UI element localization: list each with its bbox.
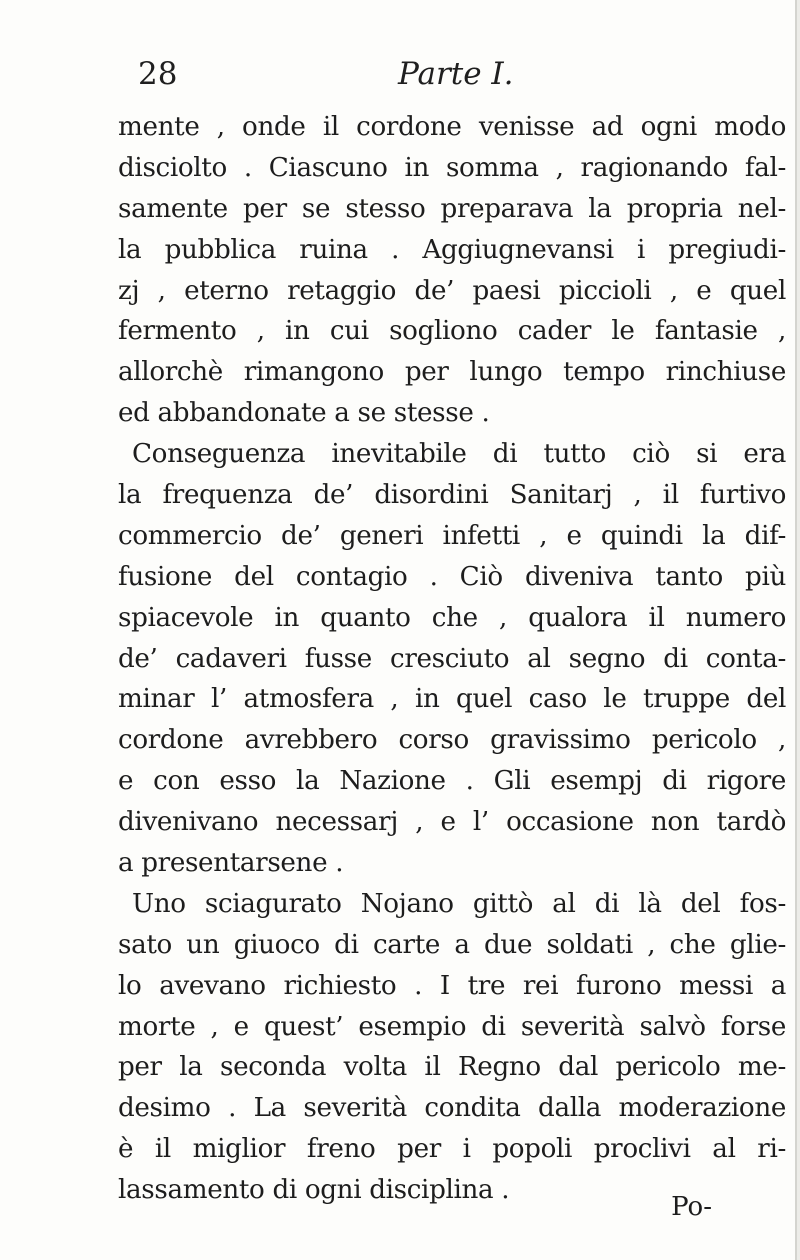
text-line: zj , eterno retaggio de’ paesi piccioli , e quel bbox=[118, 275, 786, 306]
running-title: Parte I. bbox=[398, 56, 514, 92]
text-line: Conseguenza inevitabile di tutto ciò si era bbox=[132, 439, 786, 470]
text-line: lassamento di ogni disciplina . bbox=[118, 1175, 510, 1206]
text-line: è il miglior freno per i popoli proclivi al ri- bbox=[118, 1134, 786, 1165]
text-line: samente per se stesso preparava la propria nel- bbox=[118, 193, 786, 224]
catchword: Po- bbox=[671, 1192, 712, 1222]
text-line: commercio de’ generi infetti , e quindi la dif- bbox=[118, 520, 786, 551]
text-line: per la seconda volta il Regno dal pericolo me- bbox=[118, 1052, 786, 1083]
text-line: fermento , in cui sogliono cader le fantasie , bbox=[118, 316, 786, 347]
text-line: lo avevano richiesto . I tre rei furono messi a bbox=[118, 970, 786, 1001]
text-line: cordone avrebbero corso gravissimo pericolo , bbox=[118, 725, 786, 756]
page-number: 28 bbox=[138, 56, 178, 92]
text-line: disciolto . Ciascuno in somma , ragionando fal- bbox=[118, 152, 786, 183]
text-line: mente , onde il cordone venisse ad ogni modo bbox=[118, 112, 786, 142]
page-edge-line bbox=[795, 0, 797, 1260]
body-text bbox=[118, 107, 786, 1211]
page-header bbox=[0, 48, 800, 98]
text-line: e con esso la Nazione . Gli esempj di rigore bbox=[118, 766, 786, 797]
text-line: Uno sciagurato Nojano gittò al di là del fos- bbox=[132, 888, 786, 919]
text-line: ed abbandonate a se stesse . bbox=[118, 398, 490, 429]
text-line: spiacevole in quanto che , qualora il numero bbox=[118, 602, 786, 633]
text-line: de’ cadaveri fusse cresciuto al segno di conta- bbox=[118, 643, 786, 674]
text-line: a presentarsene . bbox=[118, 848, 344, 879]
text-line: la pubblica ruina . Aggiugnevansi i pregiudi- bbox=[118, 234, 786, 265]
text-line: fusione del contagio . Ciò diveniva tanto più bbox=[118, 561, 786, 592]
text-line: desimo . La severità condita dalla moderazione bbox=[118, 1093, 786, 1124]
text-line: minar l’ atmosfera , in quel caso le truppe del bbox=[118, 684, 786, 715]
text-line: allorchè rimangono per lungo tempo rinchiuse bbox=[118, 357, 786, 388]
text-line: morte , e quest’ esempio di severità salvò forse bbox=[118, 1011, 786, 1042]
text-line: divenivano necessarj , e l’ occasione non tardò bbox=[118, 807, 786, 838]
text-line: sato un giuoco di carte a due soldati , che glie- bbox=[118, 929, 786, 960]
text-line: la frequenza de’ disordini Sanitarj , il furtivo bbox=[118, 480, 786, 511]
